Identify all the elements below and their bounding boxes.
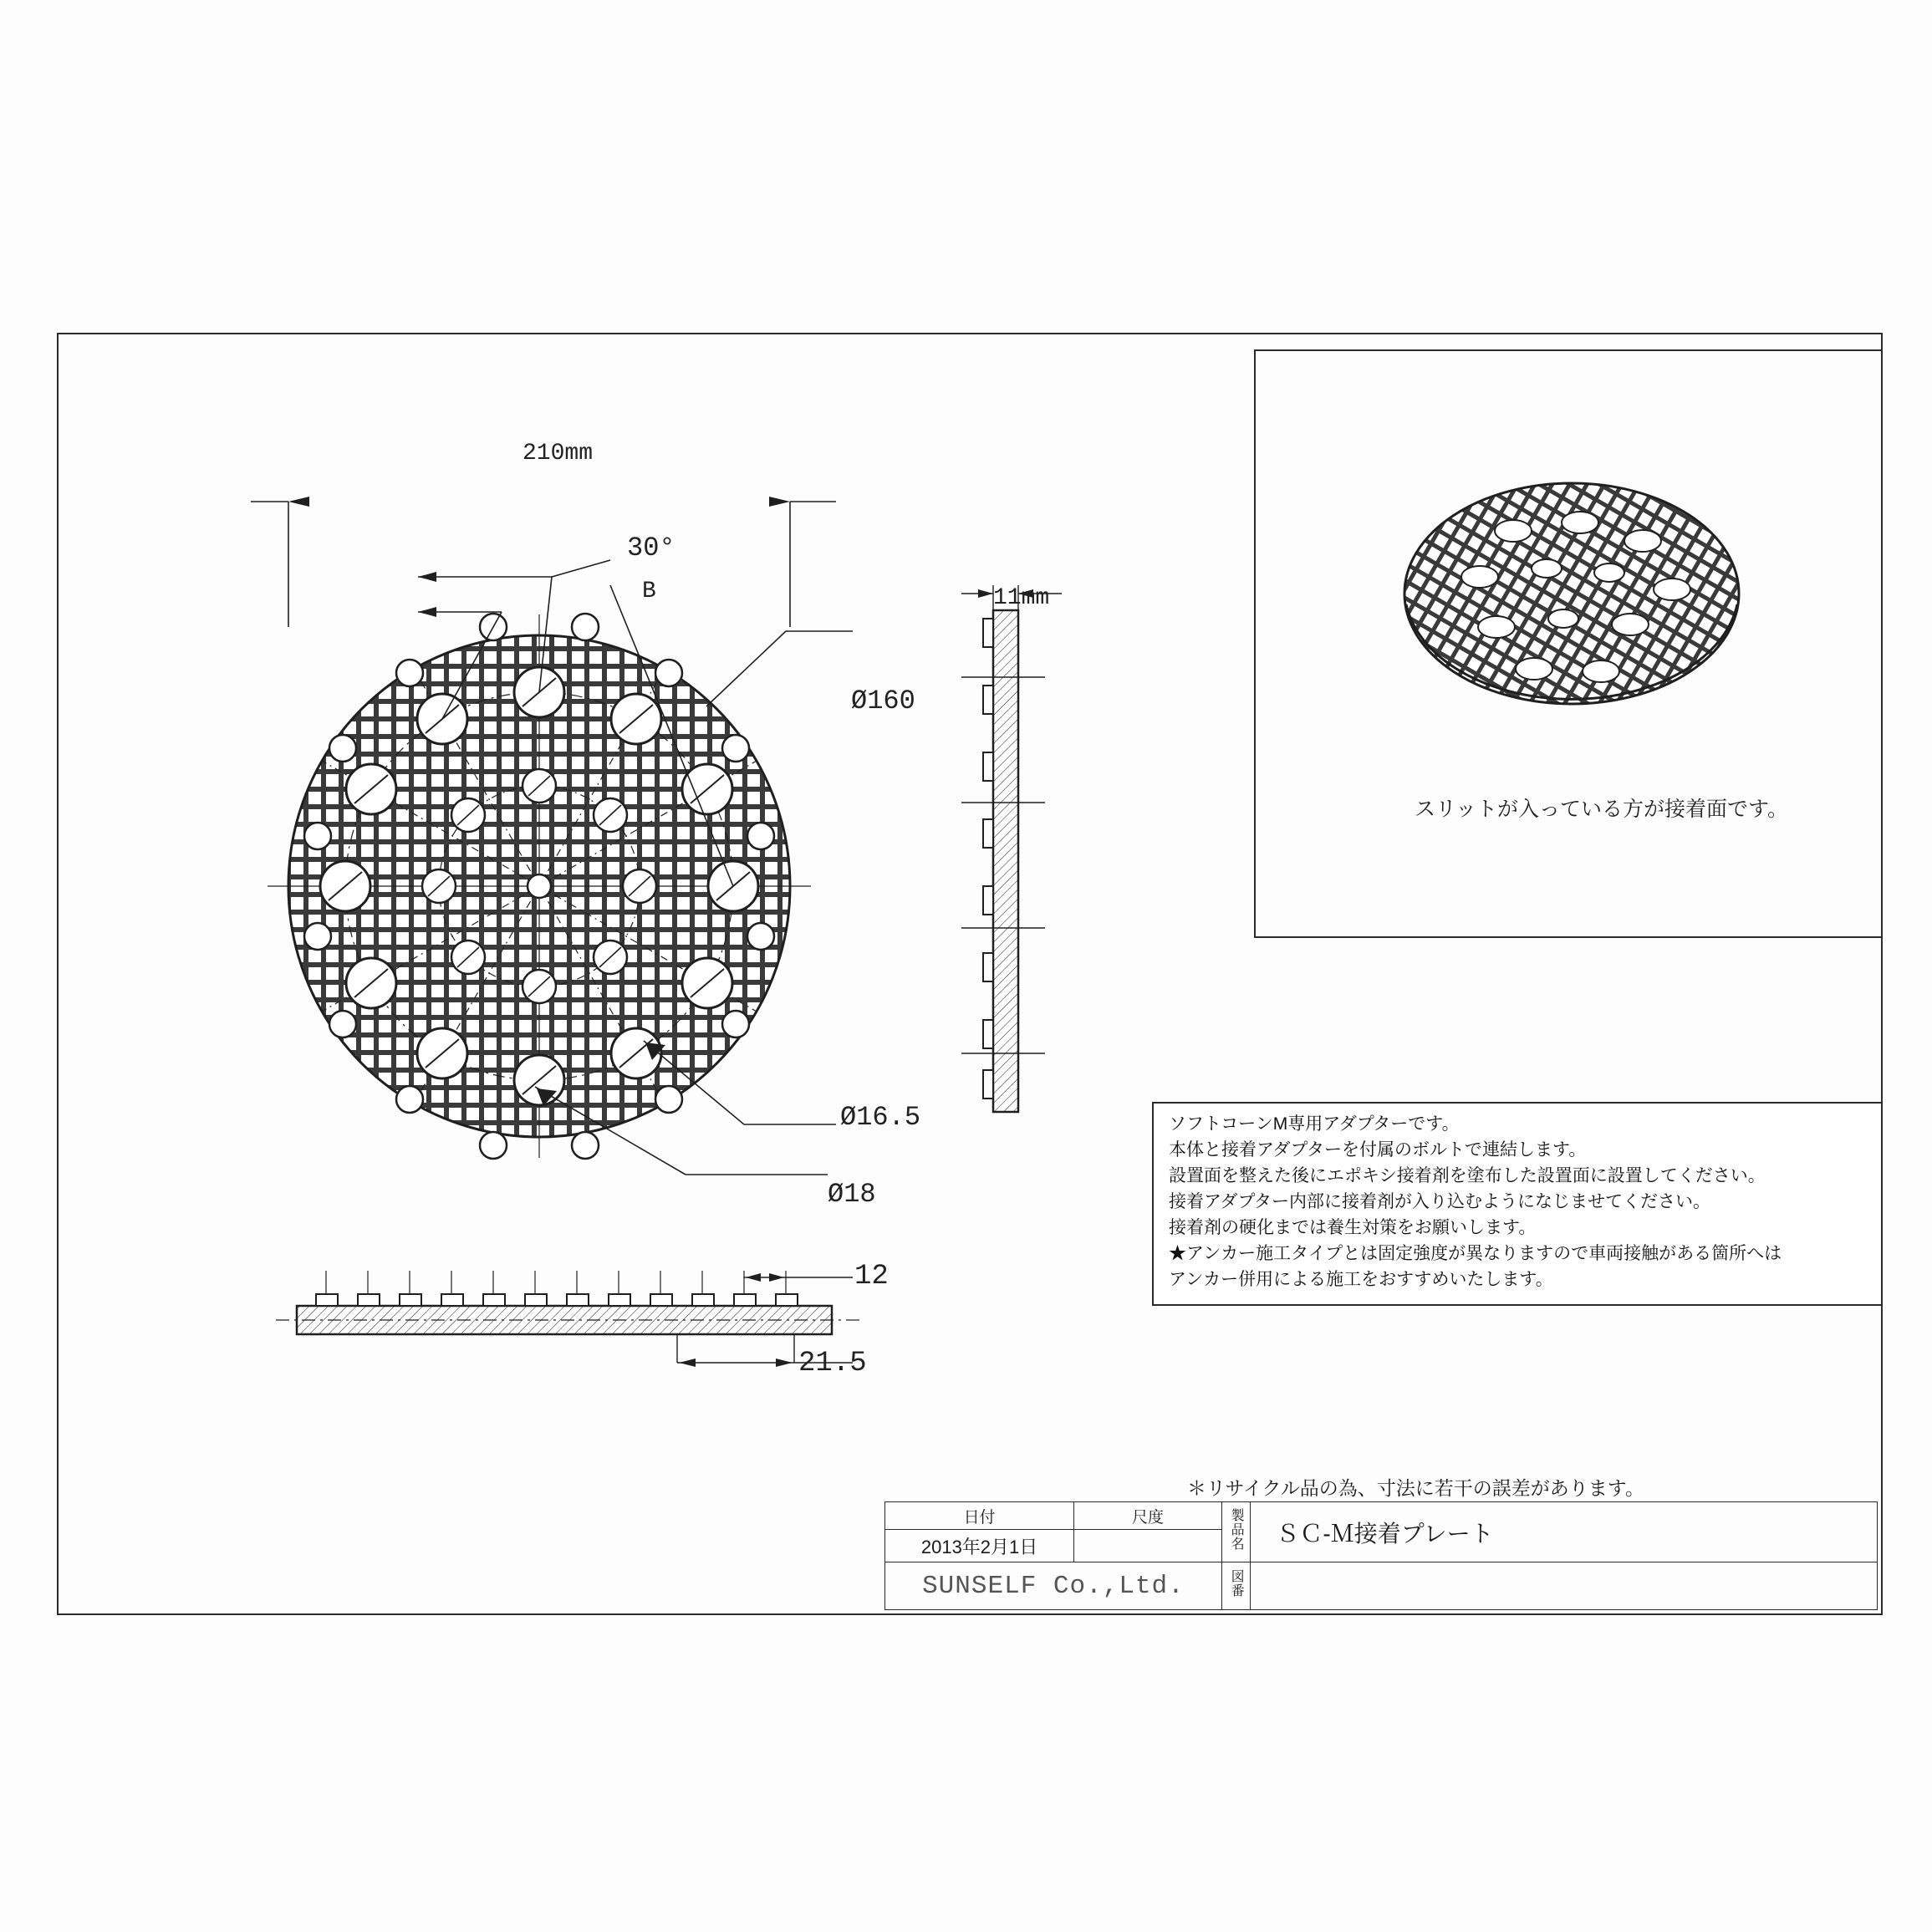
plan-view-drawing	[251, 418, 936, 1254]
title-block	[884, 1501, 1878, 1610]
dim-angle-ref-b: B	[642, 579, 656, 604]
title-value-product-name: ＳＣ-Ｍ接着プレート	[1251, 1502, 1878, 1562]
instruction-line-2: 本体と接着アダプターを付属のボルトで連結します。	[1169, 1140, 1587, 1160]
dim-section-21-5: 21.5	[798, 1348, 867, 1379]
iso-view-caption: スリットが入っている方が接着面です。	[1415, 798, 1789, 821]
title-value-date: 2013年2月1日	[885, 1530, 1074, 1562]
title-header-drawing-no	[1221, 1562, 1251, 1610]
instruction-line-7: アンカー併用による施工をおすすめいたします。	[1169, 1270, 1553, 1289]
dim-hole-small: Ø16.5	[840, 1102, 921, 1133]
title-value-scale	[1074, 1530, 1222, 1562]
instruction-line-5: 接着剤の硬化までは養生対策をお願いします。	[1169, 1218, 1537, 1237]
title-header-date: 日付	[885, 1502, 1074, 1530]
iso-view-drawing	[1388, 464, 1756, 757]
dim-overall-width: 210mm	[523, 441, 594, 466]
instruction-line-3: 設置面を整えた後にエポキシ接着剤を塗布した設置面に設置してください。	[1169, 1166, 1766, 1185]
title-value-company: SUNSELF Co.,Ltd.	[885, 1562, 1222, 1610]
dim-hole-large: Ø18	[828, 1179, 876, 1210]
side-view-drawing	[953, 585, 1087, 1137]
title-header-product-name	[1221, 1502, 1251, 1562]
instruction-line-6: ★アンカー施工タイプとは固定強度が異なりますので車両接触がある箇所へは	[1169, 1244, 1782, 1263]
title-value-drawing-no	[1251, 1562, 1878, 1610]
drawing-no-label-text: 図番	[1229, 1569, 1244, 1598]
dim-bolt-circle: Ø160	[851, 686, 915, 716]
tolerance-note: ＊リサイクル品の為、寸法に若干の誤差があります。	[1187, 1477, 1644, 1499]
dim-angle: 30°	[627, 533, 675, 563]
instructions-box	[1152, 1102, 1883, 1306]
instruction-line-4: 接着アダプター内部に接着剤が入り込むようになじませてください。	[1169, 1192, 1711, 1211]
instruction-line-1: ソフトコーンM専用アダプターです。	[1169, 1114, 1460, 1134]
title-header-scale: 尺度	[1074, 1502, 1222, 1530]
dim-thickness: 11mm	[993, 585, 1050, 611]
product-name-label-text: 製品名	[1229, 1508, 1244, 1551]
dim-section-12: 12	[854, 1261, 889, 1292]
